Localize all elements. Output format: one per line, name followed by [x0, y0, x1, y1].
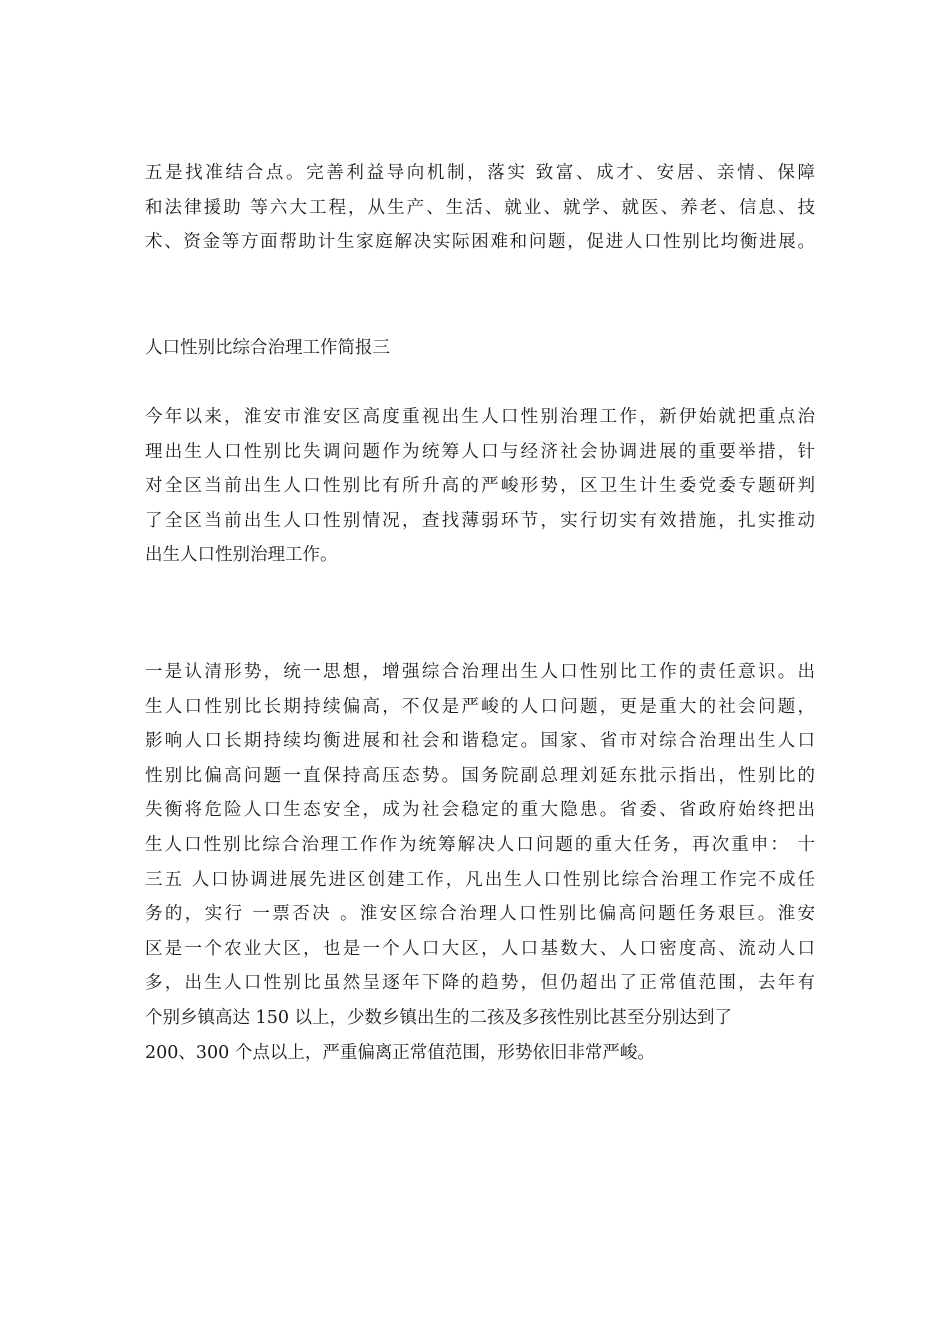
paragraph-line: 失衡将危险人口生态安全，成为社会稳定的重大隐患。省委、省政府始终把出: [145, 800, 815, 821]
paragraph-line: 区是一个农业大区，也是一个人口大区，人口基数大、人口密度高、流动人口: [145, 938, 815, 959]
report-title: [145, 331, 815, 366]
paragraph-line: 对全区当前出生人口性别比有所升高的严峻形势，区卫生计生委党委专题研判: [145, 476, 815, 497]
paragraph-line: 今年以来，淮安市淮安区高度重视出生人口性别治理工作，新伊始就把重点治: [145, 407, 815, 427]
paragraph-line: 出生人口性别治理工作。: [145, 545, 338, 566]
paragraph-line: 影响人口长期持续均衡进展和社会和谐稳定。国家、省市对综合治理出生人口: [145, 731, 815, 752]
paragraph-five-combination-point: [145, 156, 815, 260]
paragraph-line: 生人口性别比综合治理工作作为统筹解决人口问题的重大任务，再次重申： 十: [145, 834, 815, 855]
paragraph-line: 理出生人口性别比失调问题作为统筹人口与经济社会协调进展的重要举措，针: [145, 441, 815, 462]
paragraph-line: 生人口性别比长期持续偏高，不仅是严峻的人口问题，更是重大的社会问题，: [145, 696, 815, 717]
paragraph-line: 个别乡镇高达 150 以上，少数乡镇出生的二孩及多孩性别比甚至分别达到了: [145, 1007, 733, 1028]
paragraph-line: 术、资金等方面帮助计生家庭解决实际困难和问题，促进人口性别比均衡进展。: [145, 232, 815, 253]
paragraph-line: 一是认清形势，统一思想，增强综合治理出生人口性别比工作的责任意识。出: [145, 662, 815, 682]
paragraph-line: 200、300 个点以上，严重偏离正常值范围，形势依旧非常严峻。: [145, 1042, 655, 1063]
paragraph-one-situation: [145, 655, 815, 1070]
paragraph-line: 多，出生人口性别比虽然呈逐年下降的趋势，但仍超出了正常值范围，去年有: [145, 973, 815, 994]
report-title-text: 人口性别比综合治理工作简报三: [145, 338, 390, 358]
paragraph-line: 了全区当前出生人口性别情况，查找薄弱环节，实行切实有效措施，扎实推动: [145, 510, 815, 531]
paragraph-line: 性别比偏高问题一直保持高压态势。国务院副总理刘延东批示指出，性别比的: [145, 765, 815, 786]
paragraph-line: 和法律援助 等六大工程，从生产、生活、就业、就学、就医、养老、信息、技: [145, 197, 815, 218]
paragraph-intro: [145, 400, 815, 573]
paragraph-line: 五是找准结合点。完善利益导向机制，落实 致富、成才、安居、亲情、保障: [145, 163, 815, 183]
paragraph-line: 务的，实行 一票否决 。淮安区综合治理人口性别比偏高问题任务艰巨。淮安: [145, 904, 815, 925]
paragraph-line: 三五 人口协调进展先进区创建工作，凡出生人口性别比综合治理工作完不成任: [145, 869, 815, 890]
